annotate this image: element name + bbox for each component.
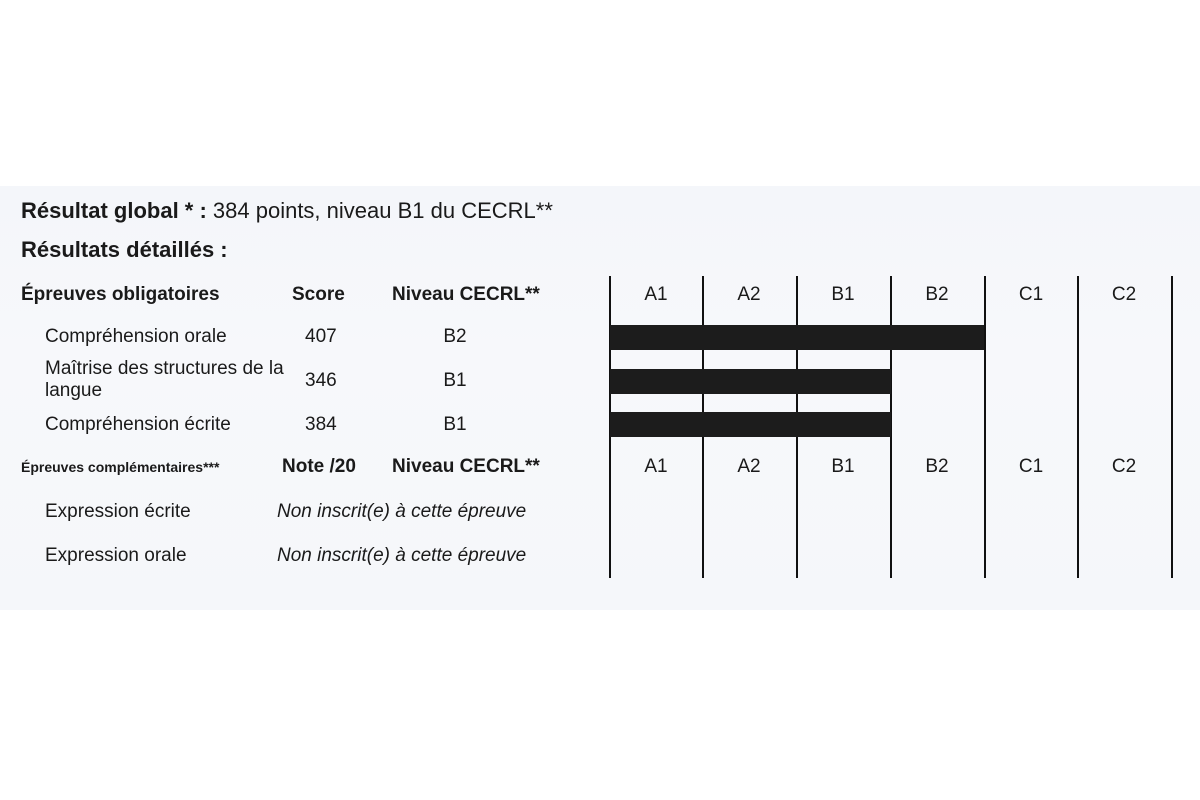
grid-line (1171, 276, 1173, 578)
level-header-a2: A2 (737, 284, 761, 305)
global-result-label: Résultat global * : (21, 198, 207, 223)
level-header-c1: C1 (1018, 284, 1044, 305)
level-header-b2: B2 (925, 284, 949, 305)
mandatory-row-2-score: 346 (305, 370, 337, 391)
global-result-value: 384 points, niveau B1 du CECRL** (206, 198, 553, 223)
level-bar-maitrise-structures (610, 369, 891, 394)
results-document (0, 186, 1200, 610)
level-bar-comprehension-ecrite (610, 412, 891, 437)
level-header-c2: C2 (1111, 456, 1137, 477)
level-header-c2: C2 (1111, 284, 1137, 305)
mandatory-header-name: Épreuves obligatoires (21, 284, 220, 305)
level-header-a1: A1 (644, 456, 668, 477)
level-bar-comprehension-orale (610, 325, 984, 350)
complementary-header-name: Épreuves complémentaires*** (21, 459, 220, 475)
mandatory-row-2-level: B1 (443, 370, 467, 391)
complementary-row-1-status: Non inscrit(e) à cette épreuve (277, 501, 527, 522)
grid-line (1077, 276, 1079, 578)
mandatory-row-2-name: Maîtrise des structures de la langue (45, 358, 284, 401)
mandatory-row-1-name: Compréhension orale (45, 326, 227, 347)
complementary-row-1-name: Expression écrite (45, 501, 191, 522)
detailed-results-title: Résultats détaillés : (21, 237, 228, 262)
mandatory-row-3-score: 384 (305, 414, 337, 435)
level-header-b1: B1 (831, 284, 855, 305)
grid-line (984, 276, 986, 578)
mandatory-row-3-level: B1 (443, 414, 467, 435)
mandatory-header-score: Score (292, 284, 345, 305)
level-header-b1: B1 (831, 456, 855, 477)
global-result (21, 198, 553, 224)
level-header-a2: A2 (737, 456, 761, 477)
mandatory-row-3-name: Compréhension écrite (45, 414, 231, 435)
complementary-row-2-name: Expression orale (45, 545, 187, 566)
level-header-b2: B2 (925, 456, 949, 477)
level-header-a1: A1 (644, 284, 668, 305)
complementary-header-score: Note /20 (282, 456, 356, 477)
mandatory-row-1-score: 407 (305, 326, 337, 347)
complementary-header-level: Niveau CECRL** (392, 456, 540, 477)
mandatory-row-1-level: B2 (443, 326, 467, 347)
mandatory-header-level: Niveau CECRL** (392, 284, 540, 305)
complementary-row-2-status: Non inscrit(e) à cette épreuve (277, 545, 527, 566)
level-header-c1: C1 (1018, 456, 1044, 477)
